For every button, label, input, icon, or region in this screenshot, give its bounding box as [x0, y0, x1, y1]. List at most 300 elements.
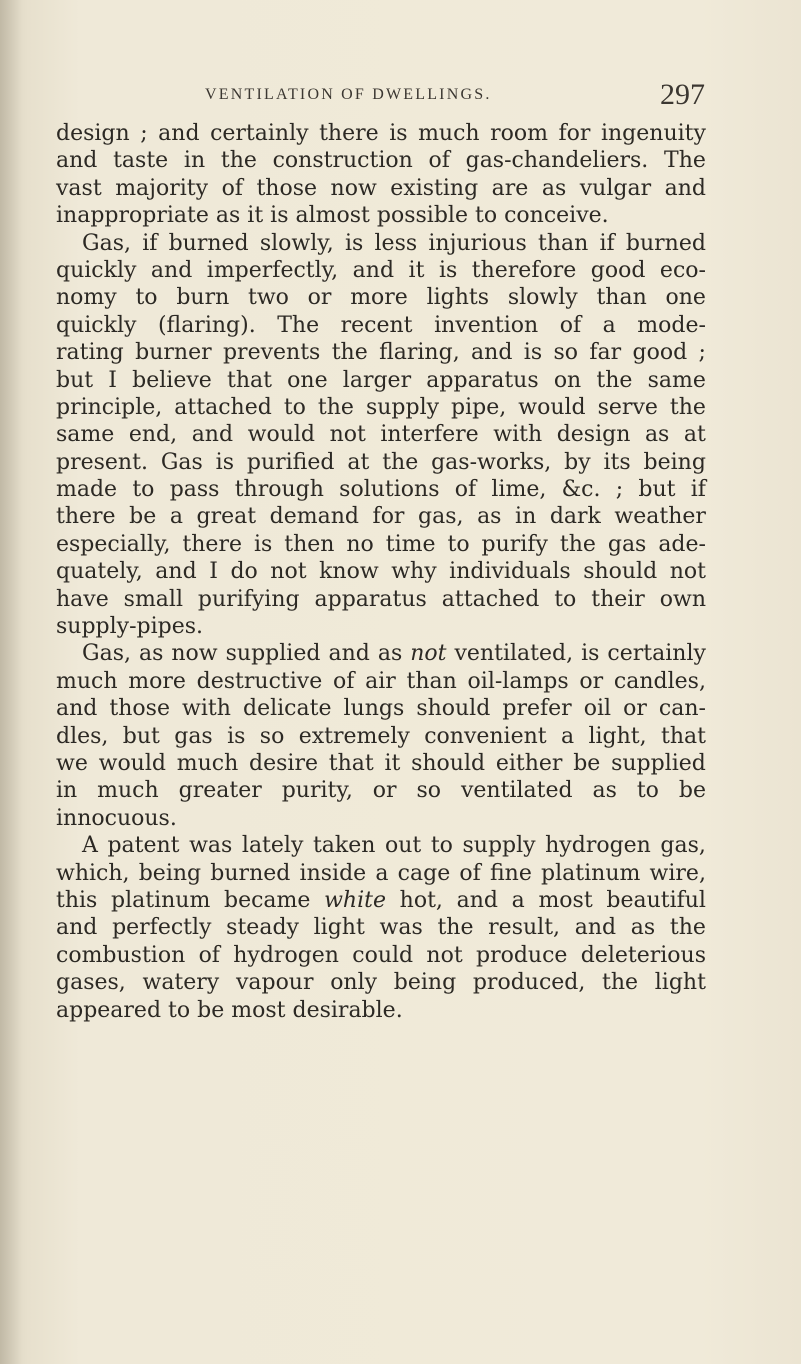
word: and [56, 696, 98, 722]
word: made [56, 477, 118, 503]
word: there [56, 504, 116, 530]
word: than [596, 285, 647, 311]
text-line [56, 640, 706, 667]
word: should [411, 750, 486, 776]
word: purity, [281, 778, 353, 804]
word: I [209, 559, 218, 585]
word: attached [174, 394, 272, 420]
word: believe [132, 367, 212, 393]
word: recent [340, 312, 413, 338]
word: is [253, 531, 273, 557]
page-number: 297 [660, 78, 705, 111]
word: on [553, 367, 582, 393]
word: should [416, 696, 491, 722]
word: ; [615, 477, 624, 503]
word: dark [549, 504, 601, 530]
word: small [123, 586, 183, 612]
text-line [56, 558, 706, 585]
word: &c. [561, 477, 601, 503]
word: ventilated, [454, 641, 574, 667]
word: or [579, 668, 604, 694]
text-line [56, 860, 706, 887]
text-line [56, 586, 706, 613]
word: but [638, 477, 676, 503]
word: room [490, 121, 548, 146]
word: and [150, 257, 193, 283]
word: not [329, 422, 366, 448]
word: vulgar [579, 175, 652, 201]
word: their [591, 586, 645, 612]
text-line [56, 723, 706, 750]
word: as [644, 422, 670, 448]
word: the [382, 449, 419, 475]
word: not [426, 942, 463, 968]
word: there [319, 121, 379, 146]
word: the [669, 394, 706, 420]
word: by [564, 449, 591, 475]
word: patent [107, 833, 180, 859]
word: not [410, 641, 447, 667]
word: now [171, 641, 218, 667]
word: of [454, 477, 477, 503]
word: the [220, 148, 257, 174]
word: if [690, 477, 706, 503]
word: prevents [222, 340, 321, 366]
word: ventilated [460, 778, 573, 804]
text-line [56, 887, 706, 914]
word: and [328, 641, 370, 667]
text-line [56, 421, 706, 448]
word: is [344, 230, 364, 256]
word: gas-chandeliers. [465, 148, 649, 174]
word: of [428, 148, 450, 174]
word: and [155, 559, 197, 585]
word: it [247, 203, 264, 229]
word: hot, [399, 887, 443, 913]
word: as [592, 778, 617, 804]
word: became [224, 887, 311, 913]
word: not [669, 559, 706, 585]
word: but [122, 723, 160, 749]
word: injurious [428, 230, 527, 256]
word: rating [56, 340, 124, 366]
word: in [183, 148, 206, 174]
word: would [518, 394, 586, 420]
word: the [669, 915, 706, 941]
word: to [135, 285, 158, 311]
word: prefer [502, 696, 572, 722]
word: combustion [56, 942, 186, 968]
word: either [495, 750, 563, 776]
word: desirable. [292, 997, 403, 1023]
word: now [330, 175, 377, 201]
word: would [98, 750, 166, 776]
word: deleterious [580, 942, 706, 968]
word: its [603, 449, 631, 475]
text-line [56, 805, 706, 832]
text-line [56, 339, 706, 366]
word: wire, [649, 860, 706, 886]
word: being [138, 860, 202, 886]
word: platinum [541, 860, 641, 886]
word: fine [489, 860, 532, 886]
word: certainly [210, 121, 309, 146]
word: burned [625, 230, 706, 256]
word: this [56, 887, 98, 913]
word: being [393, 970, 457, 996]
word: conceive. [504, 203, 609, 229]
word: existing [390, 175, 479, 201]
word: quately, [56, 559, 143, 585]
word: which, [56, 860, 130, 886]
word: apparatus [426, 367, 539, 393]
word: a [602, 312, 616, 338]
word: purify [481, 531, 548, 557]
word: imperfectly, [206, 257, 339, 283]
word: larger [342, 367, 412, 393]
word: supply-pipes. [56, 614, 204, 640]
word: light, [588, 723, 647, 749]
word: eco- [659, 257, 706, 283]
word: with [182, 696, 231, 722]
word: that [661, 723, 706, 749]
word: perfectly [112, 915, 212, 941]
word: gas [607, 531, 647, 557]
word: it [408, 257, 425, 283]
word: construction [272, 148, 413, 174]
word: to [447, 531, 470, 557]
word: why [391, 559, 437, 585]
word: supplied [611, 750, 706, 776]
word: vapour [235, 970, 314, 996]
word: and [574, 915, 617, 941]
word: The [664, 148, 706, 174]
text-line [56, 284, 706, 311]
word: and [56, 148, 98, 174]
word: much [56, 668, 118, 694]
word: the [437, 915, 474, 941]
word: hydrogen [233, 942, 339, 968]
word: watery [142, 970, 220, 996]
word: to [554, 586, 577, 612]
word: if [599, 230, 615, 256]
text-line [56, 476, 706, 503]
word: platinum [111, 887, 211, 913]
word: destructive [196, 668, 323, 694]
word: purifying [197, 586, 300, 612]
word: Gas [160, 449, 203, 475]
word: be [197, 997, 225, 1023]
word: as [215, 203, 241, 229]
word: no [346, 531, 374, 557]
text-line [56, 750, 706, 777]
word: I [108, 367, 117, 393]
text-line [56, 367, 706, 394]
word: vast [56, 175, 102, 201]
word: as [477, 504, 502, 530]
gutter-shadow [0, 0, 22, 1364]
word: is [438, 257, 458, 283]
word: and [471, 340, 513, 366]
word: if [142, 230, 158, 256]
word: is [227, 723, 246, 749]
word: taste [113, 148, 169, 174]
word: at [347, 449, 370, 475]
word: present. [56, 449, 148, 475]
word: burn [176, 285, 230, 311]
word: not [270, 559, 307, 585]
word: gas, [418, 504, 464, 530]
word: ade- [658, 531, 706, 557]
word: flaring, [379, 340, 460, 366]
word: (flaring). [157, 312, 256, 338]
word: light [654, 970, 706, 996]
text-line [56, 942, 706, 969]
word: of [332, 668, 355, 694]
text-line [56, 777, 706, 804]
word: so [416, 778, 442, 804]
word: it [384, 750, 401, 776]
word: attached [441, 586, 540, 612]
word: the [317, 394, 354, 420]
word: those [109, 696, 170, 722]
word: as [138, 641, 164, 667]
word: could [352, 942, 414, 968]
word: solutions [339, 477, 440, 503]
word: be [678, 778, 706, 804]
word: hydrogen [545, 833, 651, 859]
word: inside [299, 860, 367, 886]
word: produce [475, 942, 568, 968]
word: invention [434, 312, 539, 338]
word: pass [169, 477, 220, 503]
word: supplied [225, 641, 321, 667]
word: almost [295, 203, 370, 229]
word: most [231, 997, 286, 1023]
word: is [270, 203, 289, 229]
word: of [559, 312, 582, 338]
word: dles, [56, 723, 109, 749]
word: far [589, 340, 622, 366]
word: ; [140, 121, 148, 146]
word: air [365, 668, 396, 694]
word: candles, [613, 668, 706, 694]
word: gas [174, 723, 213, 749]
word: there [182, 531, 242, 557]
text-line [56, 449, 706, 476]
word: desire [249, 750, 318, 776]
word: should [583, 559, 658, 585]
word: oil [583, 696, 612, 722]
word: and [56, 915, 98, 941]
word: most [538, 887, 593, 913]
word: we [56, 750, 88, 776]
word: so [259, 723, 285, 749]
word: a [511, 887, 525, 913]
word: convenient [424, 723, 547, 749]
word: the [559, 531, 596, 557]
word: end, [128, 422, 178, 448]
word: so [553, 340, 579, 366]
word: weather [614, 504, 706, 530]
word: have [56, 586, 109, 612]
word: was [379, 915, 423, 941]
word: slowly, [259, 230, 334, 256]
word: principle, [56, 394, 163, 420]
word: quickly [56, 312, 137, 338]
word: know [319, 559, 379, 585]
word: or [372, 778, 397, 804]
word: beautiful [606, 887, 706, 913]
word: apparatus [314, 586, 427, 612]
text-line [56, 969, 706, 996]
word: than [538, 230, 589, 256]
word: less [374, 230, 418, 256]
word: pipe, [451, 394, 507, 420]
word: slowly [507, 285, 578, 311]
word: A [82, 833, 98, 859]
word: light [313, 915, 365, 941]
word: good [632, 340, 688, 366]
word: lights [426, 285, 490, 311]
word: than [406, 668, 457, 694]
word: only [330, 970, 378, 996]
text-line [56, 147, 706, 174]
word: is [523, 340, 543, 366]
word: the [602, 970, 639, 996]
word: more [350, 285, 408, 311]
word: and [191, 422, 234, 448]
word: same [647, 367, 706, 393]
word: taken [312, 833, 376, 859]
word: as [541, 175, 567, 201]
word: especially, [56, 531, 171, 557]
text-line [56, 668, 706, 695]
word: to [636, 778, 659, 804]
word: lime, [491, 477, 547, 503]
word: supply [462, 833, 536, 859]
word: two [248, 285, 289, 311]
word: be [573, 750, 601, 776]
word: oil-lamps [467, 668, 569, 694]
text-line [56, 832, 706, 859]
word: therefore [471, 257, 577, 283]
word: is [215, 449, 234, 475]
word: good [590, 257, 646, 283]
word: delicate [242, 696, 332, 722]
word: a [560, 723, 575, 749]
word: majority [115, 175, 209, 201]
text-line [56, 312, 706, 339]
word: of [459, 860, 481, 886]
word: ingenuity [600, 121, 706, 146]
word: interfere [380, 422, 479, 448]
word: of [221, 175, 243, 201]
word: much [97, 778, 159, 804]
word: the [331, 340, 368, 366]
word: out [385, 833, 422, 859]
word: cage [397, 860, 451, 886]
word: are [491, 175, 529, 201]
word: lately [241, 833, 304, 859]
word: but [56, 367, 94, 393]
word: one [665, 285, 706, 311]
word: to [474, 203, 498, 229]
word: purified [246, 449, 335, 475]
word: is [389, 121, 408, 146]
word: individuals [449, 559, 571, 585]
word: much [418, 121, 480, 146]
word: the [596, 367, 633, 393]
word: time [385, 531, 436, 557]
text-line [56, 120, 706, 147]
word: great [196, 504, 257, 530]
word: design [556, 422, 631, 448]
word: greater [178, 778, 262, 804]
running-title: VENTILATION OF DWELLINGS. [205, 86, 492, 103]
word: Gas, [82, 641, 131, 667]
text-line [56, 202, 706, 229]
word: gas-works, [431, 449, 552, 475]
text-line [56, 503, 706, 530]
word: through [234, 477, 324, 503]
word: is [581, 641, 600, 667]
word: possible [376, 203, 468, 229]
word: that [227, 367, 272, 393]
word: burned [210, 860, 291, 886]
word: mode- [637, 312, 706, 338]
word: steady [226, 915, 299, 941]
word: ; [698, 340, 706, 366]
word: be [129, 504, 157, 530]
word: same [56, 422, 115, 448]
word: The [277, 312, 320, 338]
word: gas, [660, 833, 706, 859]
word: Gas, [82, 230, 131, 256]
word: inappropriate [56, 203, 209, 229]
text-line [56, 175, 706, 202]
text-line [56, 695, 706, 722]
word: serve [597, 394, 658, 420]
word: more [128, 668, 186, 694]
text-line [56, 394, 706, 421]
word: and [352, 257, 395, 283]
word: burned [168, 230, 249, 256]
word: at [683, 422, 706, 448]
word: nomy [56, 285, 117, 311]
word: or [623, 696, 647, 722]
word: demand [269, 504, 359, 530]
word: to [283, 394, 306, 420]
word: was [189, 833, 233, 859]
word: to [132, 477, 155, 503]
word: and [456, 887, 498, 913]
word: for [372, 504, 405, 530]
running-head [0, 78, 801, 112]
word: burner [135, 340, 212, 366]
word: to [430, 833, 453, 859]
text-line [56, 997, 706, 1024]
word: and [664, 175, 706, 201]
word: innocuous. [56, 805, 177, 831]
word: result, [488, 915, 561, 941]
word: lungs [343, 696, 405, 722]
word: much [176, 750, 239, 776]
word: certainly [607, 641, 706, 667]
word: supply [365, 394, 440, 420]
word: as [630, 915, 656, 941]
word: one [287, 367, 328, 393]
